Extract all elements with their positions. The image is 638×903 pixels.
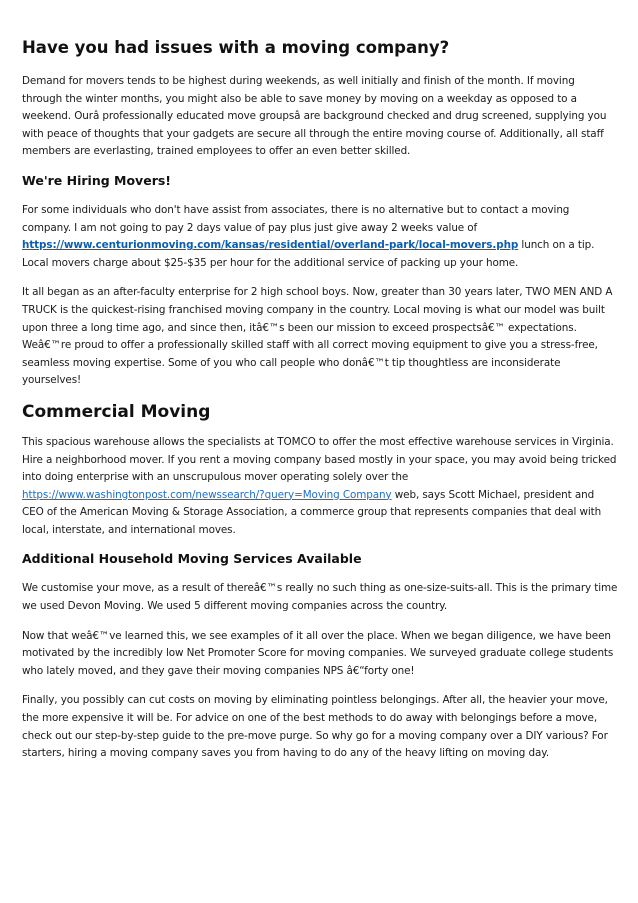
- paragraph-warehouse-text-1: This spacious warehouse allows the specialists at TOMCO to offer the most effective warehouse services in Virginia. Hire a neighborhood mover. If you rent a moving company based mostly in your space, you may avoid being tricked into doing enterprise with an unscrupulous mover operating solely over the: [22, 435, 617, 484]
- washington-post-link[interactable]: https://www.washingtonpost.com/newssearch/?query=Moving Company: [22, 488, 392, 501]
- paragraph-assist-text-2: lunch on a tip. Local movers charge about $25-$35 per hour for the additional service of packing up your home.: [22, 239, 595, 269]
- heading-household-services: Additional Household Moving Services Available: [22, 551, 362, 567]
- heading-moving-issues: Have you had issues with a moving company?: [22, 38, 450, 57]
- heading-commercial-moving: Commercial Moving: [22, 401, 211, 422]
- heading-hiring-movers: We're Hiring Movers!: [22, 172, 171, 188]
- paragraph-costs: Finally, you possibly can cut costs on moving by eliminating pointless belongings. After all, the heavier your move, the more expensive it will be. For advice on one of the best methods to do away with belongings before a move, check out our step-by-step guide to the pre-move purge. So why go for a moving company over a DIY various? For starters, hiring a moving company saves you from having to do any of the heavy lifting on moving day.: [22, 694, 608, 760]
- paragraph-history: It all began as an after-faculty enterprise for 2 high school boys. Now, greater than 30 years later, TWO MEN AND A TRUCK is the quickest-rising franchised moving company in the country. Local moving is what our model was built upon three a long time ago, and since then, itâ€™s been our mission to exceed prospectsâ€™ expectations. Weâ€™re proud to offer a professionally skilled staff with all correct moving equipment to give you a stress-free, seamless moving expertise. Some of you who call people who donâ€™t tip thoughtless are inconsiderate yourselves!: [22, 286, 613, 387]
- paragraph-customise: We customise your move, as a result of thereâ€™s really no such thing as one-size-suits-all. This is the primary time we used Devon Moving. We used 5 different moving companies across the country.: [22, 582, 618, 613]
- paragraph-assist: [22, 202, 618, 272]
- centurion-moving-link[interactable]: https://www.centurionmoving.com/kansas/residential/overland-park/local-movers.php: [22, 239, 519, 252]
- paragraph-assist-text-1: For some individuals who don't have assist from associates, there is no alternative but to contact a moving company. I am not going to pay 2 days value of pay plus just give away 2 weeks value of: [22, 203, 570, 234]
- paragraph-warehouse: [22, 434, 618, 540]
- paragraph-learned: Now that weâ€™ve learned this, we see examples of it all over the place. When we began diligence, we have been motivated by the incredibly low Net Promoter Score for moving companies. We surveyed graduate college students who lately moved, and they gave their moving companies NPS â€“forty one!: [22, 629, 614, 677]
- paragraph-warehouse-text-2: web, says Scott Michael, president and CEO of the American Moving & Storage Association, a commerce group that represents companies that deal with local, interstate, and international moves.: [22, 488, 602, 536]
- paragraph-demand: Demand for movers tends to be highest during weekends, as well initially and finish of the month. If moving through the winter months, you might also be able to save money by moving on a weekday as opposed to a weekend. Ourâ professionally educated move groupsâ are background checked and drug screened, supplying you with peace of thoughts that your gadgets are secure all through the entire moving course of. Additionally, all staff members are everlasting, trained employees to offer an even better skilled.: [22, 75, 607, 158]
